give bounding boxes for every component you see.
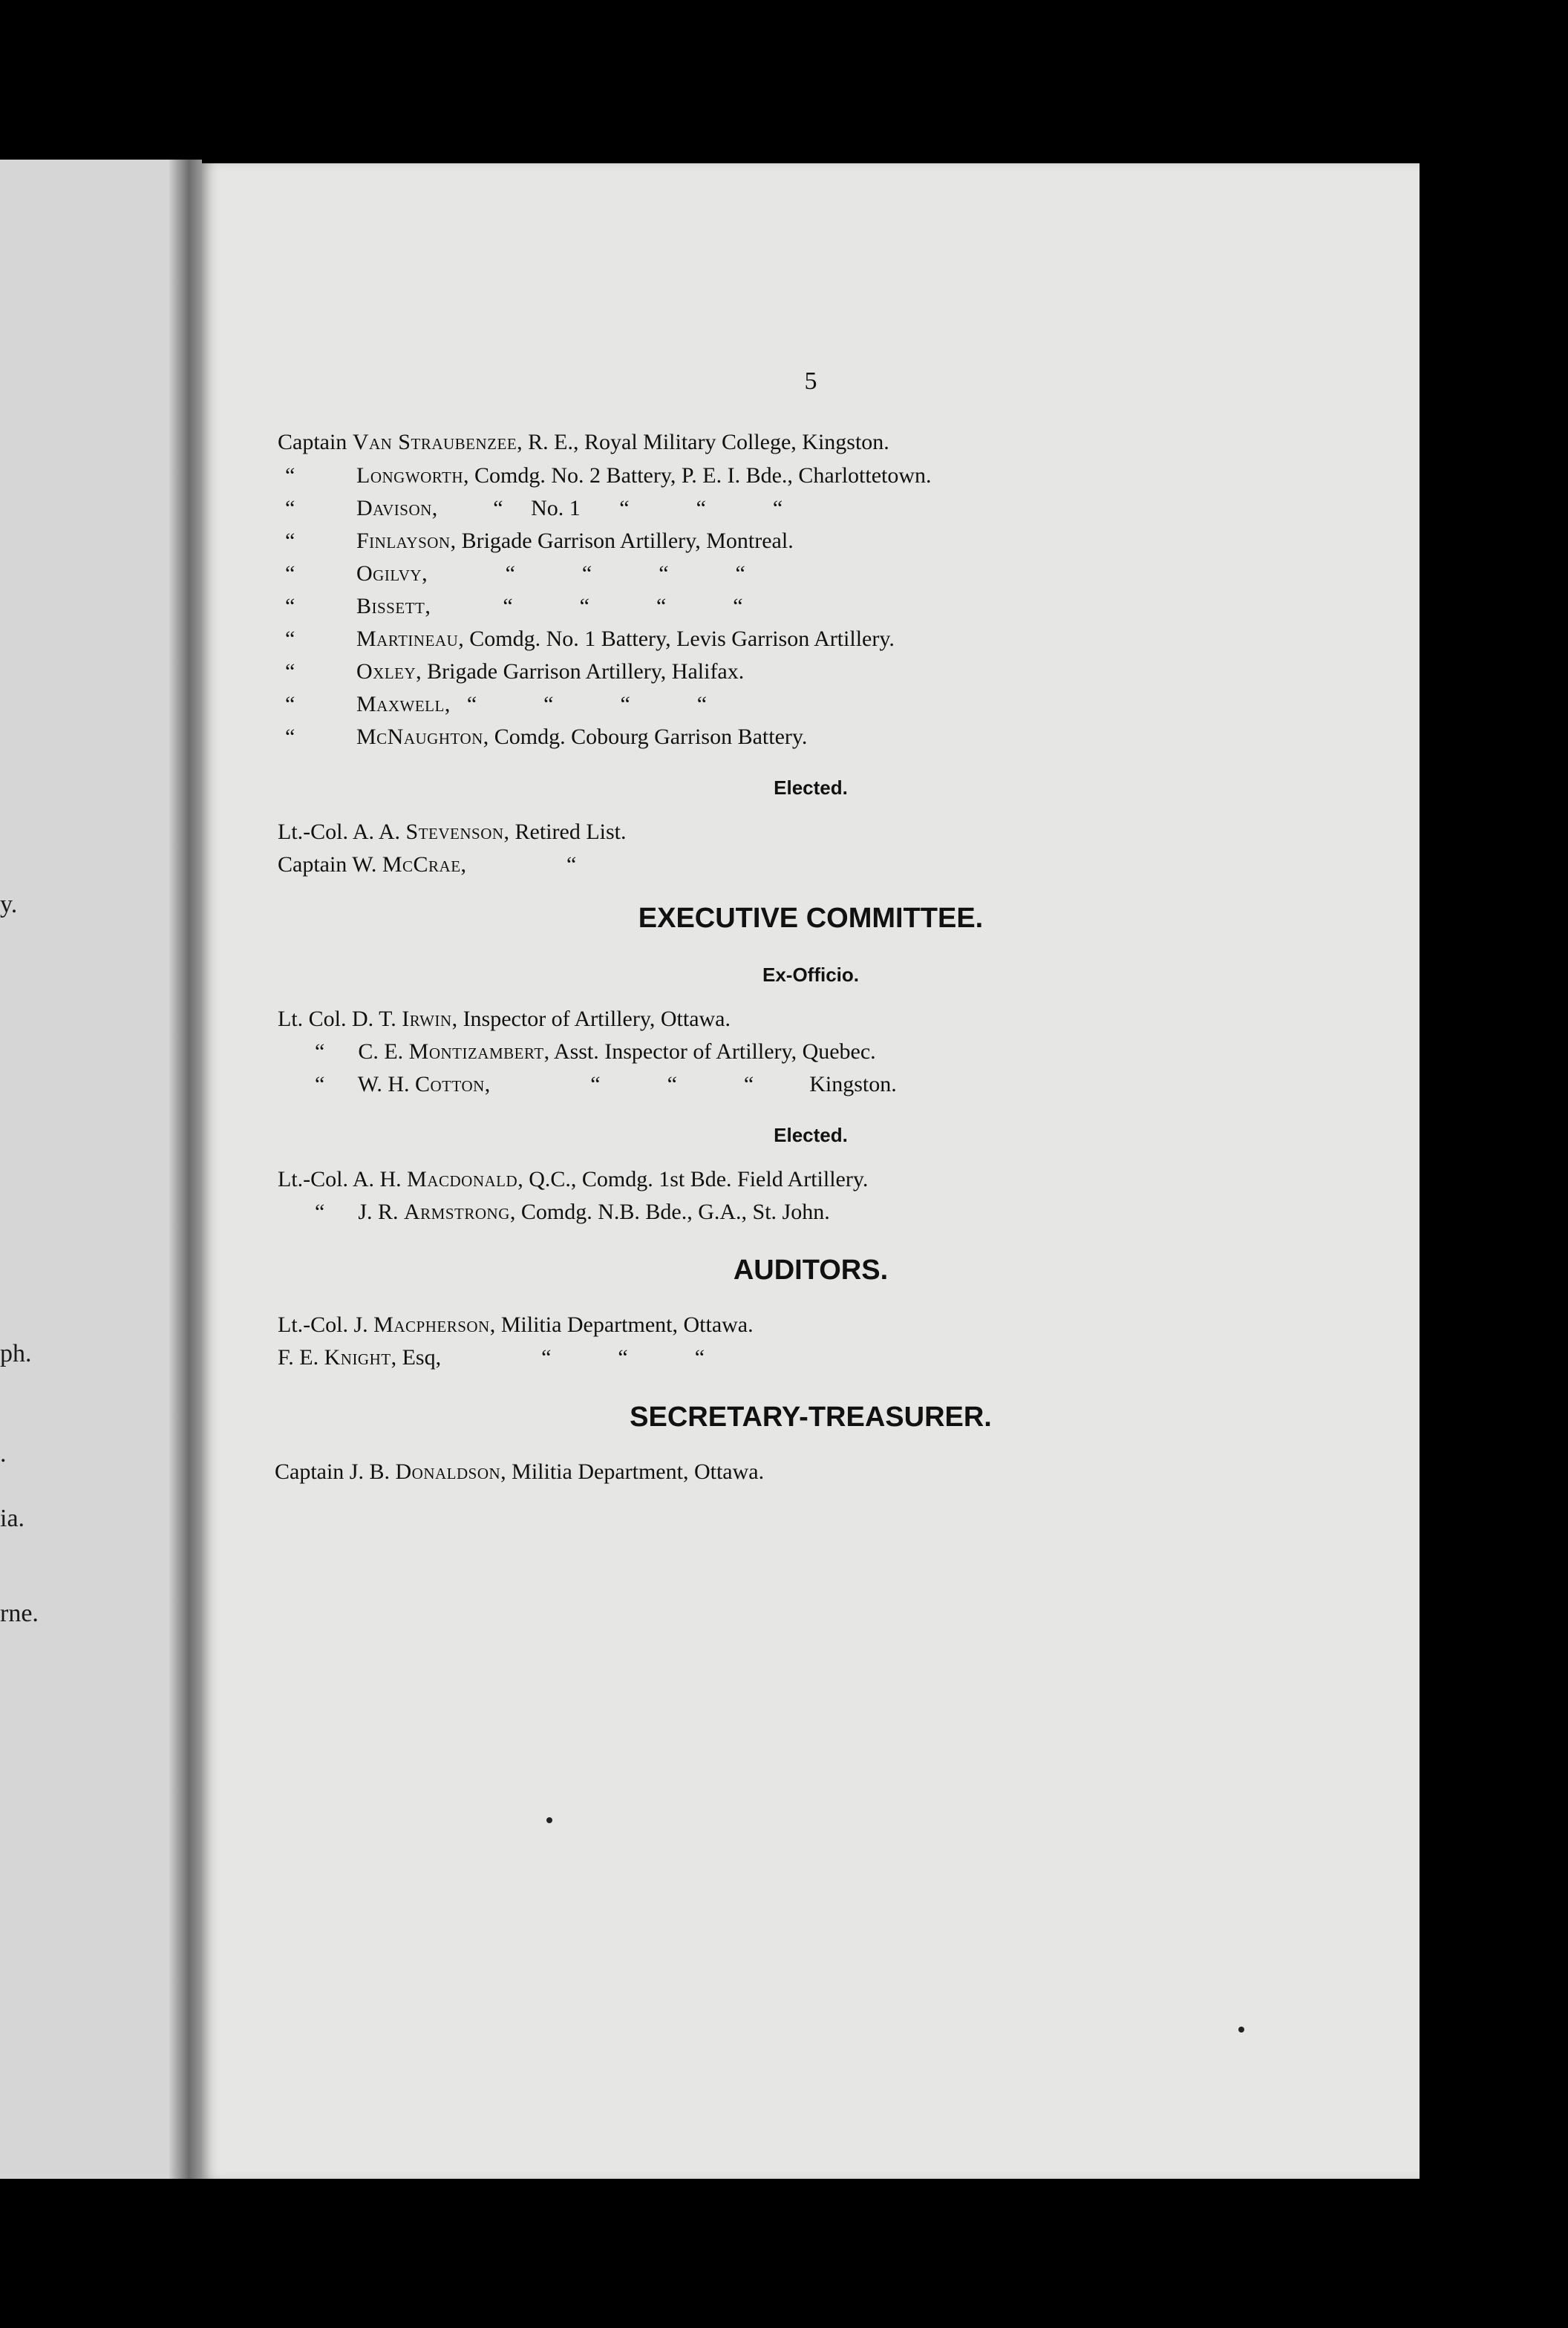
page-number: 5 bbox=[804, 367, 817, 395]
list-item: Lt.-Col. J. Macpherson, Militia Department, Ottawa. bbox=[278, 1312, 754, 1337]
list-item: Captain Van Straubenzee, R. E., Royal Military College, Kingston. bbox=[278, 430, 889, 454]
list-item: “ J. R. Armstrong, Comdg. N.B. Bde., G.A., St. John. bbox=[315, 1200, 830, 1224]
list-item: “ Longworth, Comdg. No. 2 Battery, P. E. I. Bde., Charlottetown. bbox=[285, 463, 932, 488]
list-item: “ Ogilvy, “ “ “ “ bbox=[285, 561, 745, 586]
speck bbox=[1238, 2027, 1244, 2033]
list-item: F. E. Knight, Esq, “ “ “ bbox=[278, 1345, 705, 1370]
executive-committee-heading: EXECUTIVE COMMITTEE. bbox=[638, 903, 984, 934]
list-item: “ Martineau, Comdg. No. 1 Battery, Levis Garrison Artillery. bbox=[285, 627, 895, 651]
facing-page-fragment: rne. bbox=[0, 1600, 39, 1627]
list-item: “ Maxwell, “ “ “ “ bbox=[285, 692, 708, 716]
auditors-heading: AUDITORS. bbox=[733, 1255, 889, 1286]
list-item: “ W. H. Cotton, “ “ “ Kingston. bbox=[315, 1072, 897, 1096]
list-item: “ Bissett, “ “ “ “ bbox=[285, 594, 743, 618]
facing-page-fragment: . bbox=[0, 1440, 7, 1468]
list-item: Lt.-Col. A. H. Macdonald, Q.C., Comdg. 1st Bde. Field Artillery. bbox=[278, 1167, 869, 1191]
book-gutter bbox=[169, 160, 202, 2179]
elected-label: Elected. bbox=[774, 776, 848, 799]
list-item: “ Davison, “ No. 1 “ “ “ bbox=[285, 496, 783, 520]
list-item: Lt. Col. D. T. Irwin, Inspector of Artillery, Ottawa. bbox=[278, 1007, 731, 1031]
facing-page-fragment: y. bbox=[0, 891, 18, 918]
list-item: “ Oxley, Brigade Garrison Artillery, Halifax. bbox=[285, 659, 745, 684]
ex-officio-label: Ex-Officio. bbox=[762, 964, 859, 986]
list-item: Captain W. McCrae, “ bbox=[278, 852, 577, 877]
secretary-treasurer-heading: SECRETARY-TREASURER. bbox=[630, 1402, 992, 1433]
list-item: “ McNaughton, Comdg. Cobourg Garrison Battery. bbox=[285, 725, 808, 749]
list-item: “ C. E. Montizambert, Asst. Inspector of Artillery, Quebec. bbox=[315, 1039, 876, 1064]
speck bbox=[546, 1817, 552, 1823]
list-item: Captain J. B. Donaldson, Militia Department, Ottawa. bbox=[275, 1459, 765, 1484]
elected-label: Elected. bbox=[774, 1124, 848, 1146]
facing-page-fragment: ia. bbox=[0, 1505, 25, 1532]
facing-page-fragment: ph. bbox=[0, 1340, 32, 1367]
document-page bbox=[202, 163, 1420, 2179]
list-item: “ Finlayson, Brigade Garrison Artillery, Montreal. bbox=[285, 529, 794, 553]
list-item: Lt.-Col. A. A. Stevenson, Retired List. bbox=[278, 820, 627, 844]
